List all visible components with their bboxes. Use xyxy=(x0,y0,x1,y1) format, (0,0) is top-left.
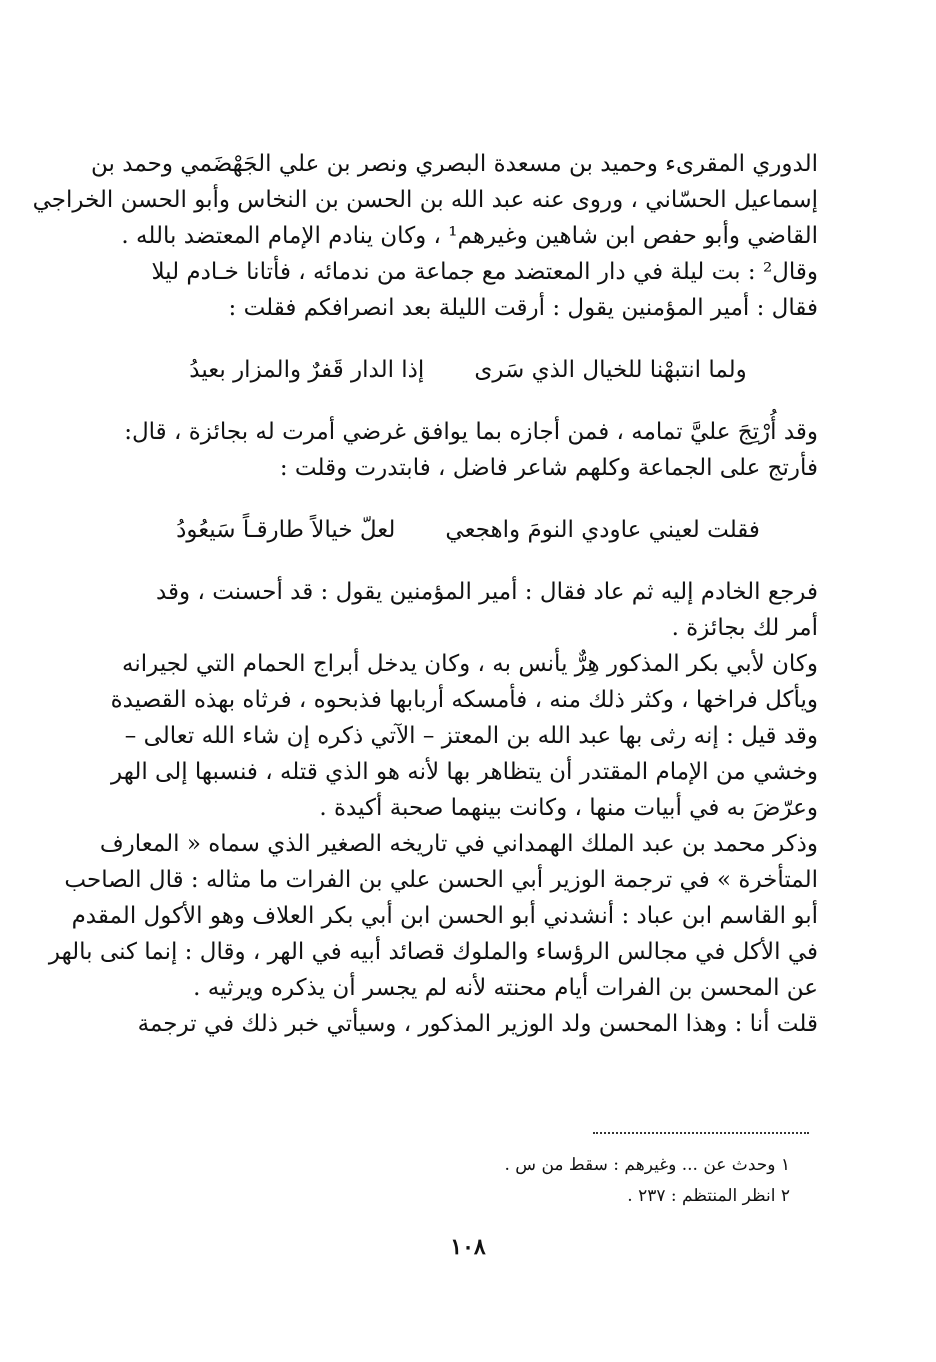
text-line: الدوري المقرىء وحميد بن مسعدة البصري ونصر بن علي الجَهْضَمي وحمد بن xyxy=(91,151,818,177)
text-line: إسماعيل الحسّاني ، وروى عنه عبد الله بن الحسن بن النخاس وأبو الحسن الخراجي xyxy=(32,187,818,213)
paragraph-1 xyxy=(32,146,818,254)
footnotes xyxy=(420,1150,790,1212)
verse-first-hemistich: ولما انتبهْنا للخيال الذي سَرى xyxy=(474,357,747,383)
text-line: وعرّضَ به في أبيات منها ، وكانت بينهما صحبة أكيدة . xyxy=(319,795,818,821)
verse-second-hemistich: لعلّ خيالاً طارقـاً سَيعُودُ xyxy=(176,517,396,543)
text-line: وقال² : بت ليلة في دار المعتضد مع جماعة من ندمائه ، فأتانا خـادم ليلا xyxy=(151,259,818,285)
paragraph-6 xyxy=(48,826,818,1006)
text-line: ويأكل فراخها ، وكثر ذلك منه ، فأمسكه أربابها فذبحوه ، فرثاه بهذه القصيدة xyxy=(110,687,818,713)
paragraph-7 xyxy=(118,1006,818,1042)
footnote-1: ١ وحدث عن ... وغيرهم : سقط من س . xyxy=(504,1155,790,1175)
body-text xyxy=(32,146,818,1042)
text-line: وقد قيل : إنه رثى بها عبد الله بن المعتز – الآتي ذكره إن شاء الله تعالى – xyxy=(124,723,818,749)
paragraph-3 xyxy=(118,414,818,486)
text-line: قلت أنا : وهذا المحسن ولد الوزير المذكور ، وسيأتي خبر ذلك في ترجمة xyxy=(137,1011,818,1037)
verse-1 xyxy=(118,350,818,390)
text-line: وقد أُرْتِجَ عليَّ تمامه ، فمن أجازه بما يوافق غرضي أمرت له بجائزة ، قال: xyxy=(124,419,818,445)
text-line: فأرتج على الجماعة وكلهم شاعر فاضل ، فابتدرت وقلت : xyxy=(279,455,818,481)
text-line: المتأخرة » في ترجمة الوزير أبي الحسن علي بن الفرات ما مثاله : قال الصاحب xyxy=(64,867,818,893)
text-line: أمر لك بجائزة . xyxy=(671,615,818,641)
text-line: فقال : أمير المؤمنين يقول : أرقت الليلة بعد انصرافكم فقلت : xyxy=(228,295,818,321)
text-line: في الأكل في مجالس الرؤساء والملوك قصائد أبيه في الهر ، وقال : إنما كنى بالهر xyxy=(48,939,818,965)
paragraph-4 xyxy=(118,574,818,646)
text-line: القاضي وأبو حفص ابن شاهين وغيرهم¹ ، وكان ينادم الإمام المعتضد بالله . xyxy=(121,223,818,249)
text-line: وخشي من الإمام المقتدر أن يتظاهر بها لأنه هو الذي قتله ، فنسبها إلى الهر xyxy=(111,759,818,785)
paragraph-5 xyxy=(110,646,818,826)
text-line: أبو القاسم ابن عباد : أنشدني أبو الحسن ابن أبي بكر العلاف وهو الأكول المقدم xyxy=(71,903,818,929)
footnote-divider xyxy=(593,1132,809,1134)
text-line: عن المحسن بن الفرات أيام محنته لأنه لم يجسر أن يذكره ويرثيه . xyxy=(193,975,818,1001)
paragraph-2 xyxy=(118,254,818,326)
page-number: ١٠٨ xyxy=(450,1234,486,1260)
footnote-2: ٢ انظر المنتظم : ٢٣٧ . xyxy=(627,1186,790,1206)
text-line: وذكر محمد بن عبد الملك الهمداني في تاريخه الصغير الذي سماه « المعارف xyxy=(99,831,818,857)
text-line: فرجع الخادم إليه ثم عاد فقال : أمير المؤمنين يقول : قد أحسنت ، وقد xyxy=(155,579,818,605)
verse-2 xyxy=(118,510,818,550)
verse-first-hemistich: فقلت لعيني عاودي النومَ واهجعي xyxy=(445,517,760,543)
text-line: وكان لأبي بكر المذكور هِرٌّ يأنس به ، وكان يدخل أبراج الحمام التي لجيرانه xyxy=(122,651,818,677)
verse-second-hemistich: إذا الدار قَفرٌ والمزار بعيدُ xyxy=(189,357,425,383)
